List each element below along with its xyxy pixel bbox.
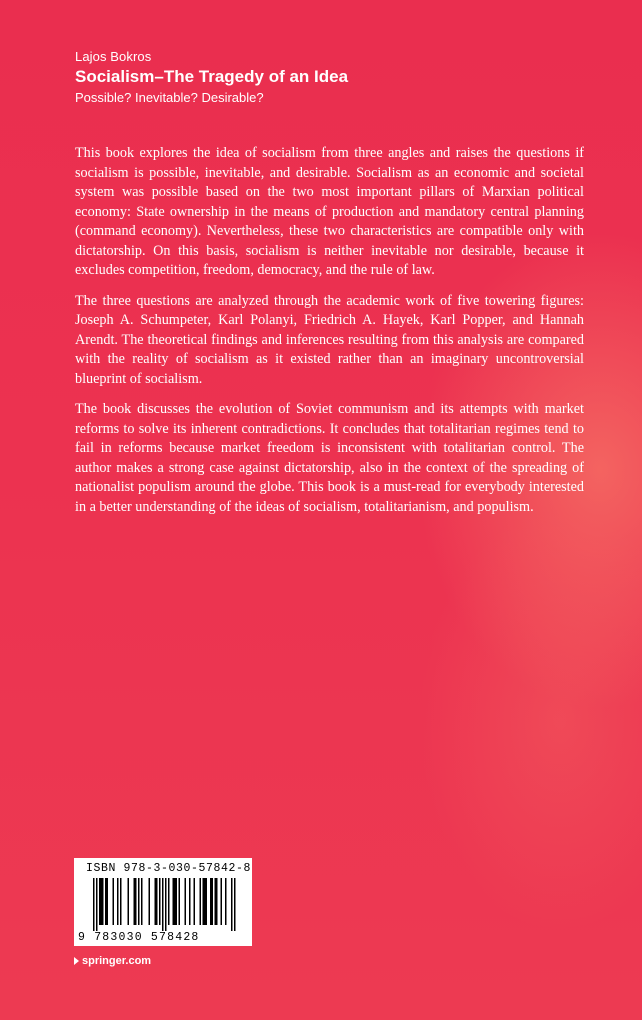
barcode-bar — [159, 878, 161, 925]
barcode-bar — [179, 878, 181, 925]
barcode-bar — [194, 878, 196, 925]
barcode-bar — [99, 878, 101, 925]
barcode-bar — [156, 878, 158, 925]
barcode-bar — [102, 878, 104, 925]
barcode-bar — [134, 878, 136, 925]
barcode-bar — [105, 878, 107, 925]
barcode-bar — [113, 878, 115, 925]
barcode-bar — [135, 878, 137, 925]
book-title: Socialism–The Tragedy of an Idea — [75, 67, 349, 86]
barcode-bar — [206, 878, 208, 925]
blurb-paragraph: The three questions are analyzed through the academic work of five towering figures: Joseph A. Schumpeter, Karl Polanyi, Friedrich A. Hayek, Karl Popper, and Hannah Arendt. The theoretical findings and inferences resulting from this analysis are compared with the reality of socialism as it existed rather than an imaginary uncontroversial blueprint of socialism. — [75, 292, 584, 387]
barcode-bar — [174, 878, 176, 925]
barcode-bar — [165, 878, 167, 931]
barcode-bar — [203, 878, 205, 925]
barcode-bar — [210, 878, 212, 925]
barcode-bar — [107, 878, 109, 925]
barcode-bar — [117, 878, 119, 925]
barcode-bar — [215, 878, 217, 925]
barcode-bar — [231, 878, 233, 931]
blurb — [75, 144, 584, 528]
isbn-barcode — [74, 858, 252, 946]
publisher-link[interactable] — [74, 955, 151, 967]
barcode-bar — [93, 878, 95, 931]
barcode-bar — [149, 878, 151, 925]
triangle-right-icon — [74, 957, 79, 965]
barcode-bar — [120, 878, 122, 925]
barcode-bar — [200, 878, 202, 925]
blurb-paragraph: The book discusses the evolution of Soviet communism and its attempts with market reforms to solve its inherent contradictions. It concludes that totalitarian regimes tend to fail in reforms because market freedom is inconsistent with totalitarian control. The author makes a strong case against dictatorship, also in the context of the spreading of nationalist populism around the globe. This book is a must-read for everybody interested in a better understanding of the ideas of socialism, totalitarianism, and populism. — [75, 401, 584, 515]
barcode-bar — [101, 878, 103, 925]
barcode-bar — [189, 878, 191, 925]
barcode-bar — [138, 878, 140, 925]
barcode-bar — [221, 878, 223, 925]
book-subtitle: Possible? Inevitable? Desirable? — [75, 90, 264, 105]
barcode-bar — [185, 878, 187, 925]
barcode-bar — [155, 878, 157, 925]
barcode-bar — [128, 878, 130, 925]
barcode-bar — [234, 878, 236, 931]
barcode-bar — [176, 878, 178, 925]
barcode-bars — [82, 878, 244, 932]
barcode-bar — [96, 878, 98, 931]
barcode-digits: 9 783030 578428 — [78, 931, 200, 944]
publisher-url: springer.com — [82, 955, 152, 967]
barcode-bar — [204, 878, 206, 925]
blurb-paragraph: This book explores the idea of socialism from three angles and raises the questions if socialism is possible, inevitable, and desirable. Socialism as an economic and societal system was possible based on the two most important pillars of Marxian political economy: State ownership in the means of production and mandatory central planning (command economy). Nevertheless, these two characteristics are compatible only with dictatorship. On this basis, socialism is neither inevitable nor desirable, because it excludes competition, freedom, democracy, and the rule of law. — [75, 145, 584, 278]
author-name: Lajos Bokros — [75, 49, 152, 64]
barcode-bar — [216, 878, 218, 925]
barcode-bar — [173, 878, 175, 925]
barcode-bar — [168, 878, 170, 925]
cover-header — [75, 49, 595, 106]
barcode-bar — [225, 878, 227, 925]
barcode-bar — [212, 878, 214, 925]
barcode-bar — [141, 878, 143, 925]
isbn-label: ISBN 978-3-030-57842-8 — [86, 862, 252, 875]
barcode-bar — [162, 878, 164, 931]
